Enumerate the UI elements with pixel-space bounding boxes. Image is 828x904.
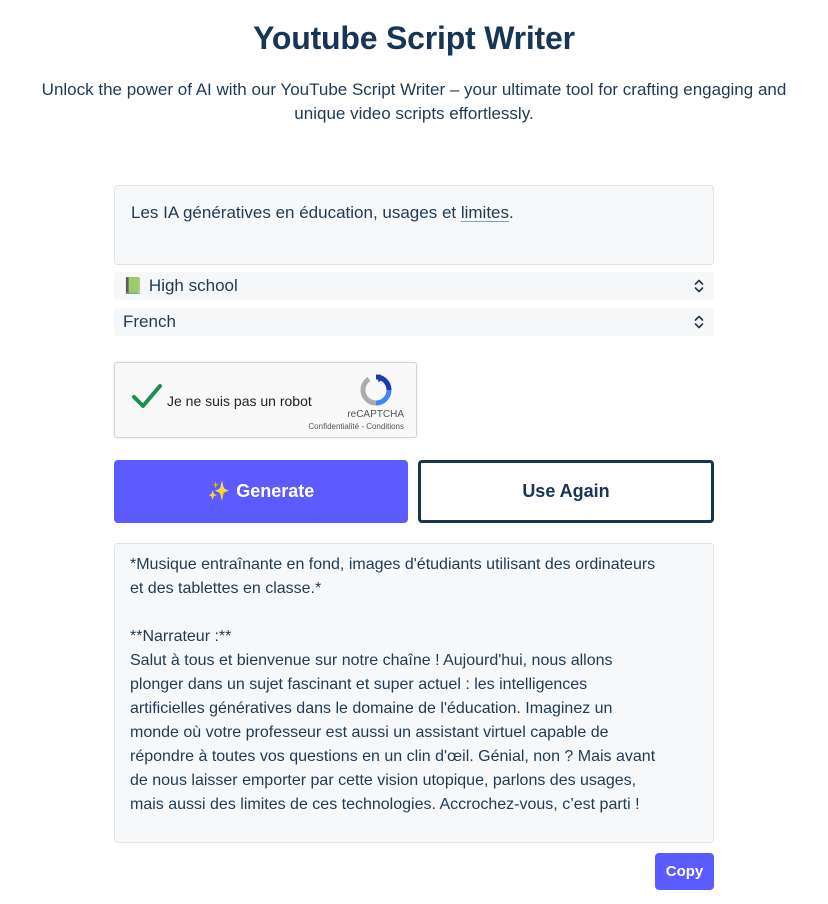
topic-input[interactable] [114,185,714,265]
paragraph-gap [130,601,698,625]
chevron-updown-icon [694,313,704,331]
sparkles-icon: ✨ [207,481,231,501]
recaptcha-label: Je ne suis pas un robot [167,393,312,409]
generate-button-label: Generate [236,481,315,501]
recaptcha-brand: reCAPTCHA [347,409,404,420]
language-select[interactable] [114,308,714,336]
use-again-button-label: Use Again [522,481,610,501]
output-line: plonger dans un sujet fascinant et super actuel : les intelligences [130,676,588,693]
topic-text-end: . [509,203,514,222]
copy-button[interactable]: Copy [655,853,714,890]
level-select[interactable] [114,272,714,300]
output-line: **Narrateur :** [130,628,232,645]
subtitle-line: unique video scripts effortlessly. [294,104,534,123]
output-line: mais aussi des limites de ces technologies. Accrochez-vous, c’est parti ! [130,796,640,813]
page-subtitle [30,78,798,126]
topic-text: Les IA génératives en éducation, usages et [131,203,461,222]
script-output[interactable] [114,543,714,843]
green-book-icon: 📗 [123,278,143,295]
generate-button[interactable] [114,460,408,523]
page-title: Youtube Script Writer [253,20,575,56]
use-again-button[interactable] [418,460,714,523]
language-select-value: French [123,312,176,331]
chevron-updown-icon [694,277,704,295]
spellcheck-word: limites [460,203,510,222]
output-line: Salut à tous et bienvenue sur notre chaîne ! Aujourd'hui, nous allons [130,652,613,669]
output-line: répondre à toutes vos questions en un clin d'œil. Génial, non ? Mais avant [130,748,656,765]
checkmark-icon[interactable] [131,383,163,411]
recaptcha-logo-icon [359,373,393,407]
recaptcha-links[interactable]: Confidentialité - Conditions [308,422,404,431]
output-line: artificielles génératives dans le domaine de l'éducation. Imaginez un [130,700,613,717]
output-line: de nous laisser emporter par cette vision utopique, parlons des usages, [130,772,637,789]
level-select-value: High school [148,276,238,295]
recaptcha-widget[interactable] [114,362,417,438]
output-line: et des tablettes en classe.* [130,580,322,597]
output-line: monde où votre professeur est aussi un assistant virtuel capable de [130,724,609,741]
subtitle-line: Unlock the power of AI with our YouTube Script Writer – your ultimate tool for crafting engaging and [41,80,787,99]
output-line: *Musique entraînante en fond, images d'étudiants utilisant des ordinateurs [130,556,656,573]
